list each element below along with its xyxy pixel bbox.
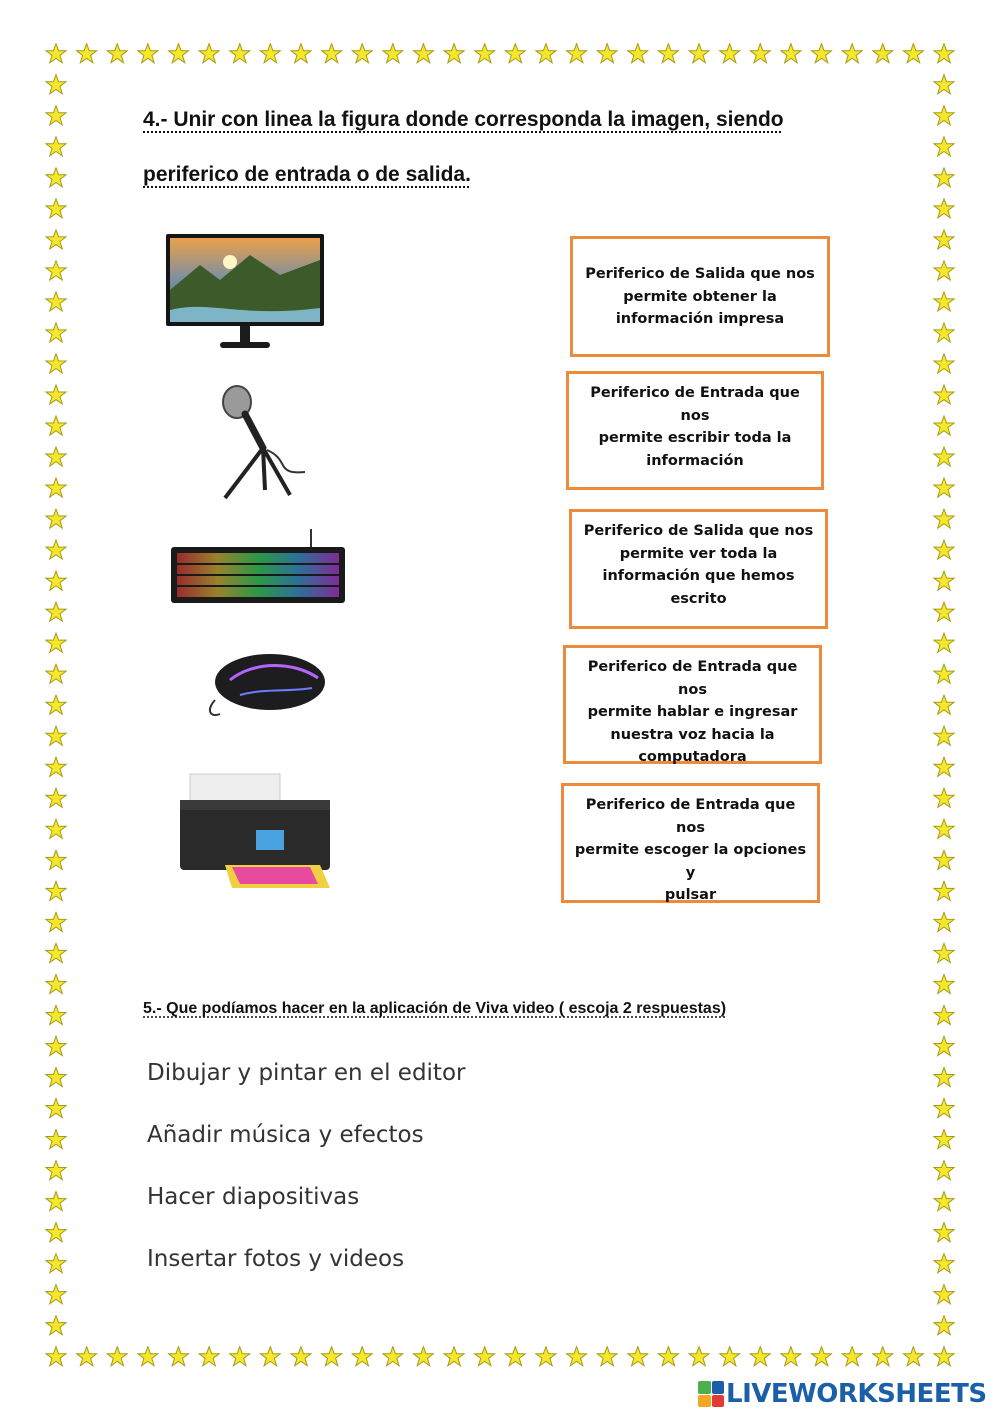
star-icon (46, 1005, 66, 1024)
star-icon (781, 1347, 801, 1366)
box-text-line: computadora (638, 749, 747, 765)
star-icon (505, 1347, 525, 1366)
box-text-line: información que hemos (602, 568, 795, 584)
box-text-line: información (646, 452, 744, 469)
star-icon (46, 1316, 66, 1335)
star-icon (46, 974, 66, 993)
star-icon (873, 1347, 893, 1366)
question-4-title-line2: periferico de entrada o de salida. (143, 163, 471, 186)
star-icon (46, 726, 66, 745)
star-icon (46, 44, 66, 63)
star-icon (934, 168, 954, 187)
star-icon (842, 44, 862, 63)
star-icon (46, 509, 66, 528)
star-icon (934, 881, 954, 900)
star-icon (934, 1160, 954, 1179)
star-icon (934, 1347, 954, 1366)
star-icon (934, 416, 954, 435)
star-icon (934, 1222, 954, 1241)
answer-option[interactable]: Hacer diapositivas (147, 1184, 360, 1210)
star-icon (903, 1347, 923, 1366)
star-icon (505, 44, 525, 63)
star-icon (77, 44, 97, 63)
star-icon (46, 478, 66, 497)
star-icon (321, 1347, 341, 1366)
star-icon (934, 943, 954, 962)
star-icon (107, 1347, 127, 1366)
star-icon (46, 881, 66, 900)
star-icon (934, 633, 954, 652)
star-icon (934, 695, 954, 714)
box-text-line: escrito (670, 590, 727, 607)
star-icon (46, 633, 66, 652)
star-icon (658, 44, 678, 63)
star-icon (689, 1347, 709, 1366)
star-icon (138, 1347, 158, 1366)
star-icon (566, 44, 586, 63)
star-icon (934, 75, 954, 94)
question-5-title: 5.- Que podíamos hacer en la aplicación de Viva video ( escoja 2 respuestas) (143, 1000, 727, 1017)
box-text-line: permite escoger la opciones y (574, 842, 807, 881)
star-icon (597, 44, 617, 63)
star-icon (934, 664, 954, 683)
star-icon (46, 323, 66, 342)
star-icon (383, 1347, 403, 1366)
star-icon (811, 1347, 831, 1366)
star-icon (566, 1347, 586, 1366)
star-icon (46, 137, 66, 156)
star-icon (46, 757, 66, 776)
star-icon (352, 44, 372, 63)
star-icon (46, 230, 66, 249)
star-icon (689, 44, 709, 63)
star-icon (934, 819, 954, 838)
star-icon (321, 44, 341, 63)
question-4-title-line1: 4.- Unir con linea la figura donde corresponda la imagen, siendo (143, 108, 784, 131)
star-icon (199, 1347, 219, 1366)
star-icon (536, 1347, 556, 1366)
star-icon (46, 850, 66, 869)
box-text-line: permite ver toda la (619, 545, 778, 562)
star-icon (934, 354, 954, 373)
printer-icon[interactable] (170, 770, 340, 895)
box-text-line: permite escribir toda la (598, 430, 792, 446)
description-box[interactable] (563, 645, 822, 764)
star-icon (46, 1129, 66, 1148)
microphone-icon[interactable] (205, 380, 325, 510)
star-icon (628, 1347, 648, 1366)
star-icon (934, 1098, 954, 1117)
star-icon (934, 974, 954, 993)
star-icon (658, 1347, 678, 1366)
box-text-line: Periferico de Entrada que nos (585, 797, 796, 836)
star-icon (46, 912, 66, 931)
star-icon (444, 1347, 464, 1366)
star-icon (46, 788, 66, 807)
star-icon (230, 1347, 250, 1366)
star-icon (628, 44, 648, 63)
box-text-line: nuestra voz hacia la (610, 726, 775, 743)
star-icon (46, 1067, 66, 1086)
star-icon (260, 44, 280, 63)
description-box[interactable] (569, 509, 828, 629)
star-icon (934, 137, 954, 156)
star-icon (444, 44, 464, 63)
star-icon (536, 44, 556, 63)
box-text-line: información impresa (615, 311, 785, 327)
star-icon (46, 1285, 66, 1304)
answer-option[interactable]: Dibujar y pintar en el editor (147, 1060, 466, 1086)
keyboard-icon[interactable] (165, 525, 350, 610)
star-icon (934, 261, 954, 280)
star-icon (46, 1222, 66, 1241)
star-icon (811, 44, 831, 63)
star-icon (46, 602, 66, 621)
star-icon (46, 664, 66, 683)
star-icon (46, 1036, 66, 1055)
star-icon (934, 44, 954, 63)
answer-option[interactable]: Añadir música y efectos (147, 1122, 424, 1148)
description-box[interactable] (561, 783, 820, 903)
star-icon (46, 695, 66, 714)
box-text-line: Periferico de Salida que nos (583, 523, 814, 539)
star-icon (903, 44, 923, 63)
star-icon (934, 788, 954, 807)
star-icon (46, 292, 66, 311)
star-icon (260, 1347, 280, 1366)
star-icon (934, 1253, 954, 1272)
star-icon (934, 1067, 954, 1086)
star-icon (199, 44, 219, 63)
star-icon (934, 571, 954, 590)
star-icon (934, 850, 954, 869)
star-icon (934, 385, 954, 404)
star-icon (168, 44, 188, 63)
star-icon (475, 1347, 495, 1366)
star-icon (230, 44, 250, 63)
star-icon (77, 1347, 97, 1366)
star-icon (46, 819, 66, 838)
star-icon (934, 478, 954, 497)
star-icon (46, 540, 66, 559)
star-icon (291, 1347, 311, 1366)
liveworksheets-logo (698, 1381, 724, 1407)
star-icon (750, 1347, 770, 1366)
star-icon (720, 1347, 740, 1366)
star-icon (46, 354, 66, 373)
star-icon (46, 571, 66, 590)
box-text-line: pulsar (664, 887, 717, 903)
star-icon (138, 44, 158, 63)
star-icon (46, 385, 66, 404)
star-icon (597, 1347, 617, 1366)
star-icon (934, 292, 954, 311)
star-icon (413, 44, 433, 63)
star-icon (383, 44, 403, 63)
star-icon (168, 1347, 188, 1366)
star-icon (46, 1191, 66, 1210)
description-box[interactable] (566, 371, 824, 490)
answer-option[interactable]: Insertar fotos y videos (147, 1246, 405, 1272)
star-icon (934, 1316, 954, 1335)
star-icon (46, 106, 66, 125)
star-icon (934, 509, 954, 528)
star-icon (934, 1005, 954, 1024)
star-icon (46, 75, 66, 94)
star-icon (934, 230, 954, 249)
star-icon (781, 44, 801, 63)
star-icon (46, 1347, 66, 1366)
star-icon (107, 44, 127, 63)
liveworksheets-brand[interactable] (698, 1378, 987, 1410)
star-icon (475, 44, 495, 63)
star-icon (934, 540, 954, 559)
box-text-line: Periferico de Salida que nos (585, 266, 815, 282)
star-icon (750, 44, 770, 63)
star-icon (873, 44, 893, 63)
star-icon (46, 261, 66, 280)
star-icon (46, 1098, 66, 1117)
star-icon (352, 1347, 372, 1366)
description-box[interactable] (570, 236, 830, 357)
star-icon (934, 1129, 954, 1148)
star-icon (720, 44, 740, 63)
mouse-icon[interactable] (200, 640, 330, 725)
star-icon (934, 323, 954, 342)
star-icon (934, 447, 954, 466)
box-text-line: Periferico de Entrada que nos (587, 659, 798, 698)
box-text-line: Periferico de Entrada que nos (590, 385, 800, 424)
star-icon (934, 199, 954, 218)
star-icon (46, 416, 66, 435)
box-text-line: permite obtener la (623, 288, 777, 305)
star-icon (46, 1160, 66, 1179)
star-icon (934, 106, 954, 125)
monitor-icon[interactable] (160, 230, 330, 355)
star-icon (934, 912, 954, 931)
star-icon (934, 1036, 954, 1055)
question-4-title (143, 92, 873, 202)
box-text-line: permite hablar e ingresar (587, 704, 798, 720)
star-icon (934, 602, 954, 621)
star-icon (46, 943, 66, 962)
star-icon (934, 1191, 954, 1210)
star-icon (934, 726, 954, 745)
brand-name: LIVEWORKSHEETS (726, 1379, 987, 1409)
star-icon (413, 1347, 433, 1366)
star-icon (934, 757, 954, 776)
star-icon (46, 447, 66, 466)
star-icon (291, 44, 311, 63)
star-icon (46, 199, 66, 218)
star-icon (46, 168, 66, 187)
star-icon (46, 1253, 66, 1272)
star-icon (934, 1285, 954, 1304)
star-icon (842, 1347, 862, 1366)
